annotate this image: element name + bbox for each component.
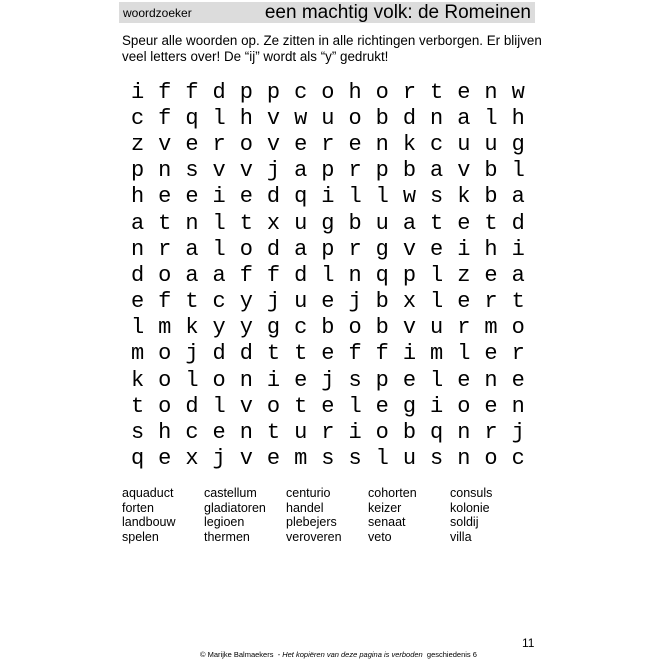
grid-letter: e <box>484 393 498 419</box>
grid-letter: e <box>484 341 498 367</box>
grid-letter: o <box>212 367 226 393</box>
grid-letter: h <box>158 420 172 446</box>
word-list-item: consuls <box>450 486 493 500</box>
grid-letter: r <box>348 158 362 184</box>
grid-letter: e <box>321 289 335 315</box>
grid-letter: e <box>375 393 389 419</box>
grid-letter: o <box>158 367 172 393</box>
word-list-item: kolonie <box>450 500 490 515</box>
grid-letter: f <box>158 105 172 131</box>
grid-letter: u <box>294 420 308 446</box>
grid-letter: z <box>130 131 145 157</box>
grid-letter: y <box>239 289 253 315</box>
grid-letter: o <box>348 315 362 341</box>
grid-letter: r <box>321 131 335 157</box>
grid-letter: t <box>158 210 172 236</box>
word-list-item: legioen <box>204 515 245 529</box>
grid-letter: f <box>348 341 362 367</box>
grid-letter: q <box>130 446 145 472</box>
grid-letter: w <box>511 79 525 105</box>
grid-letter: t <box>511 289 525 315</box>
grid-letter: t <box>239 210 253 236</box>
grid-letter: r <box>457 315 471 341</box>
grid-letter: d <box>212 79 226 105</box>
grid-letter: l <box>212 210 226 236</box>
grid-letter: a <box>185 262 199 288</box>
grid-letter: f <box>158 289 172 315</box>
word-list-item: soldij <box>450 515 479 529</box>
grid-letter: e <box>321 393 335 419</box>
grid-letter: s <box>348 367 362 393</box>
word-list-item: centurio <box>286 486 331 500</box>
grid-letter: b <box>375 289 389 315</box>
grid-letter: u <box>457 131 471 157</box>
grid-letter: e <box>348 131 362 157</box>
grid-letter: t <box>130 393 145 419</box>
grid-letter: l <box>511 158 525 184</box>
grid-letter: a <box>430 158 444 184</box>
grid-letter: r <box>511 341 525 367</box>
grid-letter: c <box>185 420 199 446</box>
grid-letter: t <box>266 420 281 446</box>
grid-letter: u <box>321 105 335 131</box>
grid-letter: f <box>375 341 389 367</box>
grid-letter: i <box>348 420 362 446</box>
grid-letter: b <box>484 158 498 184</box>
grid-letter: u <box>294 289 308 315</box>
grid-letter: t <box>430 210 444 236</box>
grid-letter: d <box>511 210 525 236</box>
grid-letter: e <box>511 367 525 393</box>
word-list-item: cohorten <box>368 486 417 500</box>
grid-letter: d <box>294 262 308 288</box>
grid-letter: a <box>185 236 199 262</box>
grid-letter: w <box>402 184 417 210</box>
grid-letter: r <box>212 131 226 157</box>
grid-letter: m <box>294 446 308 472</box>
grid-letter: u <box>294 210 308 236</box>
grid-letter: e <box>158 446 172 472</box>
grid-letter: n <box>457 446 471 472</box>
grid-letter: l <box>430 262 444 288</box>
grid-letter: h <box>484 236 498 262</box>
word-list-item: aquaduct <box>122 486 174 500</box>
grid-letter: l <box>212 236 226 262</box>
word-list-item: senaat <box>368 515 406 529</box>
grid-letter: o <box>158 341 172 367</box>
grid-letter: i <box>430 393 444 419</box>
grid-letter: l <box>430 367 444 393</box>
grid-letter: s <box>348 446 362 472</box>
instructions-line-2: veel letters over! De “ij” wordt als “y” gedrukt! <box>122 49 389 64</box>
grid-letter: p <box>402 262 417 288</box>
grid-letter: v <box>402 315 417 341</box>
grid-letter: n <box>185 210 199 236</box>
grid-letter: a <box>294 158 308 184</box>
grid-letter: e <box>185 184 199 210</box>
grid-letter: l <box>484 105 498 131</box>
grid-letter: t <box>430 79 444 105</box>
grid-letter: k <box>402 131 417 157</box>
grid-letter: h <box>348 79 362 105</box>
grid-letter: d <box>266 236 281 262</box>
grid-letter: a <box>511 262 525 288</box>
grid-letter: s <box>430 184 444 210</box>
grid-letter: q <box>185 105 199 131</box>
grid-letter: a <box>511 184 525 210</box>
grid-letter: a <box>457 105 471 131</box>
grid-letter: m <box>130 341 145 367</box>
grid-letter: n <box>484 367 498 393</box>
word-list-item: plebejers <box>286 515 337 529</box>
grid-letter: p <box>375 158 389 184</box>
grid-letter: t <box>294 341 308 367</box>
word-list-item: keizer <box>368 500 402 515</box>
grid-letter: e <box>457 367 471 393</box>
grid-letter: v <box>402 236 417 262</box>
grid-letter: e <box>484 262 498 288</box>
grid-letter: f <box>185 79 199 105</box>
grid-letter: e <box>294 131 308 157</box>
grid-letter: v <box>457 158 471 184</box>
grid-letter: v <box>266 105 281 131</box>
grid-letter: j <box>266 289 281 315</box>
grid-letter: e <box>158 184 172 210</box>
grid-letter: j <box>321 367 335 393</box>
word-list-item: veroveren <box>286 529 342 544</box>
grid-letter: p <box>321 158 335 184</box>
grid-letter: g <box>266 315 281 341</box>
grid-letter: p <box>130 158 145 184</box>
grid-letter: f <box>266 262 281 288</box>
grid-letter: g <box>321 210 335 236</box>
grid-letter: f <box>158 79 172 105</box>
grid-letter: i <box>457 236 471 262</box>
grid-letter: a <box>130 210 145 236</box>
grid-letter: i <box>212 184 226 210</box>
grid-letter: n <box>430 105 444 131</box>
grid-letter: c <box>294 79 308 105</box>
grid-letter: i <box>402 341 417 367</box>
grid-letter: l <box>430 289 444 315</box>
grid-letter: r <box>321 420 335 446</box>
instructions <box>122 33 542 65</box>
footer-copyright: © Marijke Balmaekers <box>200 650 274 659</box>
grid-letter: d <box>239 341 253 367</box>
grid-letter: u <box>484 131 498 157</box>
grid-letter: o <box>239 131 253 157</box>
grid-letter: n <box>511 393 525 419</box>
grid-letter: b <box>402 420 417 446</box>
grid-letter: r <box>484 420 498 446</box>
grid-letter: j <box>266 158 281 184</box>
grid-letter: b <box>402 158 417 184</box>
grid-letter: s <box>321 446 335 472</box>
grid-letter: v <box>239 393 253 419</box>
grid-letter: r <box>402 79 417 105</box>
word-list-item: villa <box>450 529 472 544</box>
grid-letter: v <box>158 131 172 157</box>
grid-letter: l <box>130 315 145 341</box>
grid-letter: y <box>239 315 253 341</box>
grid-letter: o <box>511 315 525 341</box>
grid-letter: n <box>348 262 362 288</box>
grid-letter: l <box>348 184 362 210</box>
grid-letter: e <box>430 236 444 262</box>
grid-letter: s <box>185 158 199 184</box>
grid-letter: d <box>130 262 145 288</box>
grid-letter: u <box>402 446 417 472</box>
page-header <box>119 2 535 23</box>
grid-letter: i <box>511 236 525 262</box>
grid-letter: q <box>375 262 389 288</box>
grid-letter: j <box>348 289 362 315</box>
grid-letter: z <box>457 262 471 288</box>
grid-letter: o <box>348 105 362 131</box>
grid-letter: u <box>375 210 389 236</box>
grid-letter: e <box>185 131 199 157</box>
grid-letter: n <box>457 420 471 446</box>
footer-subject: geschiedenis 6 <box>426 650 477 659</box>
grid-letter: b <box>348 210 362 236</box>
word-list-item: landbouw <box>122 515 176 529</box>
grid-letter: h <box>239 105 253 131</box>
grid-letter: j <box>185 341 199 367</box>
grid-letter: e <box>294 367 308 393</box>
word-search-grid <box>124 79 532 472</box>
grid-letter: a <box>212 262 226 288</box>
grid-letter: p <box>239 79 253 105</box>
grid-letter: b <box>375 105 389 131</box>
grid-letter: k <box>185 315 199 341</box>
grid-letter: e <box>321 341 335 367</box>
grid-letter: o <box>158 393 172 419</box>
grid-letter: o <box>239 236 253 262</box>
grid-letter: t <box>484 210 498 236</box>
grid-letter: v <box>266 131 281 157</box>
grid-letter: o <box>321 79 335 105</box>
grid-letter: a <box>402 210 417 236</box>
grid-letter: o <box>266 393 281 419</box>
grid-letter: o <box>375 420 389 446</box>
word-list-item: thermen <box>204 529 250 544</box>
grid-letter: r <box>158 236 172 262</box>
word-list-item: veto <box>368 529 392 544</box>
grid-letter: g <box>375 236 389 262</box>
grid-letter: v <box>212 158 226 184</box>
word-list-item: handel <box>286 500 324 515</box>
grid-letter: l <box>212 393 226 419</box>
grid-letter: r <box>348 236 362 262</box>
grid-letter: m <box>430 341 444 367</box>
word-list-item: forten <box>122 500 154 515</box>
grid-letter: k <box>457 184 471 210</box>
grid-letter: v <box>239 446 253 472</box>
grid-letter: o <box>158 262 172 288</box>
grid-letter: e <box>402 367 417 393</box>
grid-letter: m <box>484 315 498 341</box>
grid-letter: f <box>239 262 253 288</box>
grid-letter: i <box>266 367 281 393</box>
grid-letter: e <box>457 79 471 105</box>
grid-letter: j <box>511 420 525 446</box>
grid-letter: l <box>185 367 199 393</box>
grid-letter: x <box>266 210 281 236</box>
grid-letter: n <box>239 367 253 393</box>
grid-letter: e <box>130 289 145 315</box>
grid-letter: d <box>212 341 226 367</box>
grid-letter: c <box>130 105 145 131</box>
header-label: woordzoeker <box>123 5 192 20</box>
footer-notice: - Het kopiëren van deze pagina is verboden <box>277 650 423 659</box>
grid-letter: d <box>185 393 199 419</box>
grid-letter: e <box>212 420 226 446</box>
grid-letter: h <box>130 184 145 210</box>
word-list-item: spelen <box>122 529 159 544</box>
grid-letter: l <box>375 184 389 210</box>
grid-letter: l <box>348 393 362 419</box>
grid-letter: l <box>375 446 389 472</box>
grid-letter: a <box>294 236 308 262</box>
grid-letter: s <box>430 446 444 472</box>
grid-letter: e <box>266 446 281 472</box>
word-list-item: castellum <box>204 486 257 500</box>
grid-letter: l <box>457 341 471 367</box>
grid-letter: x <box>402 289 417 315</box>
grid-letter: e <box>457 289 471 315</box>
grid-letter: b <box>484 184 498 210</box>
word-list-item: gladiatoren <box>204 500 266 515</box>
grid-letter: r <box>484 289 498 315</box>
grid-letter: d <box>266 184 281 210</box>
grid-letter: m <box>158 315 172 341</box>
page-title: een machtig volk: de Romeinen <box>264 1 531 23</box>
grid-letter: t <box>185 289 199 315</box>
grid-letter: h <box>511 105 525 131</box>
grid-letter: j <box>212 446 226 472</box>
grid-letter: q <box>430 420 444 446</box>
grid-letter: k <box>130 367 145 393</box>
grid-letter: i <box>130 79 145 105</box>
grid-letter: l <box>212 105 226 131</box>
instructions-line-1: Speur alle woorden op. Ze zitten in alle richtingen verborgen. Er blijven <box>122 33 542 48</box>
grid-letter: i <box>321 184 335 210</box>
page-number: 11 <box>522 636 535 650</box>
grid-letter: g <box>402 393 417 419</box>
grid-letter: n <box>484 79 498 105</box>
grid-letter: q <box>294 184 308 210</box>
grid-letter: n <box>375 131 389 157</box>
grid-letter: u <box>430 315 444 341</box>
grid-letter: t <box>266 341 281 367</box>
grid-letter: n <box>158 158 172 184</box>
grid-letter: e <box>457 210 471 236</box>
grid-letter: c <box>430 131 444 157</box>
grid-letter: n <box>130 236 145 262</box>
grid-letter: c <box>294 315 308 341</box>
grid-letter: v <box>239 158 253 184</box>
grid-letter: d <box>402 105 417 131</box>
grid-letter: p <box>375 367 389 393</box>
grid-letter: n <box>239 420 253 446</box>
grid-letter: c <box>511 446 525 472</box>
grid-letter: g <box>511 131 525 157</box>
grid-letter: x <box>185 446 199 472</box>
grid-letter: o <box>457 393 471 419</box>
grid-letter: b <box>375 315 389 341</box>
grid-letter: l <box>321 262 335 288</box>
grid-letter: s <box>130 420 145 446</box>
grid-letter: c <box>212 289 226 315</box>
grid-letter: e <box>239 184 253 210</box>
grid-letter: w <box>294 105 308 131</box>
footer <box>200 650 477 659</box>
word-list <box>122 486 542 544</box>
grid-letter: o <box>375 79 389 105</box>
grid-letter: p <box>321 236 335 262</box>
grid-letter: p <box>266 79 281 105</box>
grid-letter: t <box>294 393 308 419</box>
grid-letter: y <box>212 315 226 341</box>
grid-letter: o <box>484 446 498 472</box>
grid-letter: b <box>321 315 335 341</box>
